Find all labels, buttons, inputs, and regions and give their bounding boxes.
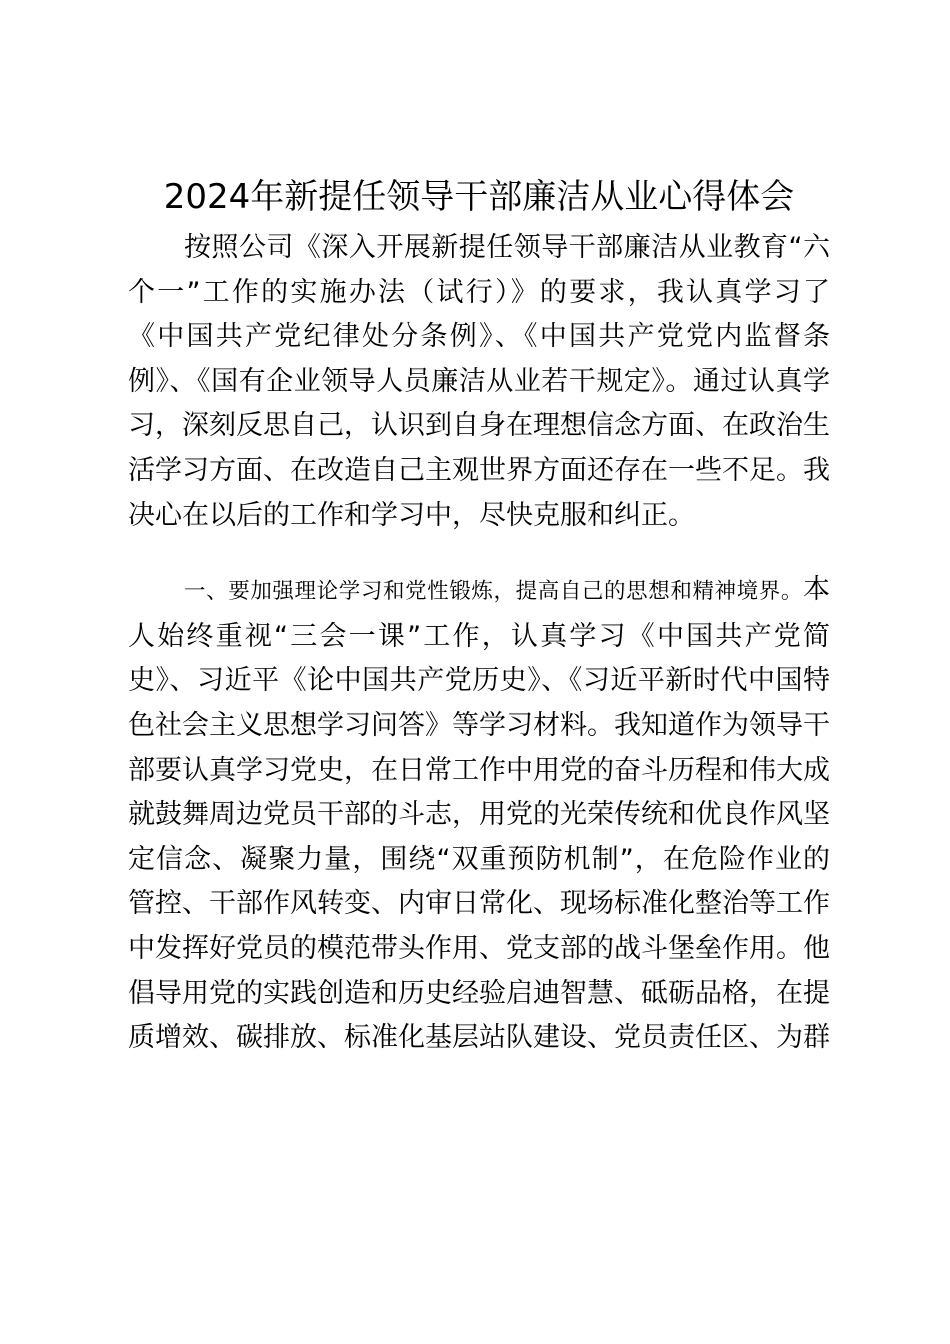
document-title: 2024年新提任领导干部廉洁从业心得体会 [163, 177, 795, 217]
intro-paragraph: 按照公司《深入开展新提任领导干部廉洁从业教育“六个一”工作的实施办法（试行）》的要求，我认真学习了《中国共产党纪律处分条例》、《中国共产党党内监督条例》、《国有企业领导人员廉洁从业若干规定》。通过认真学习，深刻反思自己，认识到自身在理想信念方面、在政治生活学习方面、在改造自己主观世界方面还存在一些不足。我决心在以后的工作和学习中，尽快克服和纠正。 [128, 232, 830, 531]
section-1-body: 本人始终重视“三会一课”工作，认真学习《中国共产党简史》、习近平《论中国共产党历史》、《习近平新时代中国特色社会主义思想学习问答》等学习材料。我知道作为领导干部要认真学习党史，在日常工作中用党的奋斗历程和伟大成就鼓舞周边党员干部的斗志，用党的光荣传统和优良作风坚定信念、凝聚力量，围绕“双重预防机制”，在危险作业的管控、干部作风转变、内审日常化、现场标准化整治等工作中发挥好党员的模范带头作用、党支部的战斗堡垒作用。他倡导用党的实践创造和历史经验启迪智慧、砥砺品格，在提质增效、碳排放、标准化基层站队建设、党员责任区、为群 [128, 574, 830, 1054]
document-page [128, 174, 830, 1061]
section-1-heading: 一、要加强理论学习和党性锻炼，提高自己的思想和精神境界。 [184, 579, 803, 605]
section-1-paragraph [128, 568, 830, 1061]
